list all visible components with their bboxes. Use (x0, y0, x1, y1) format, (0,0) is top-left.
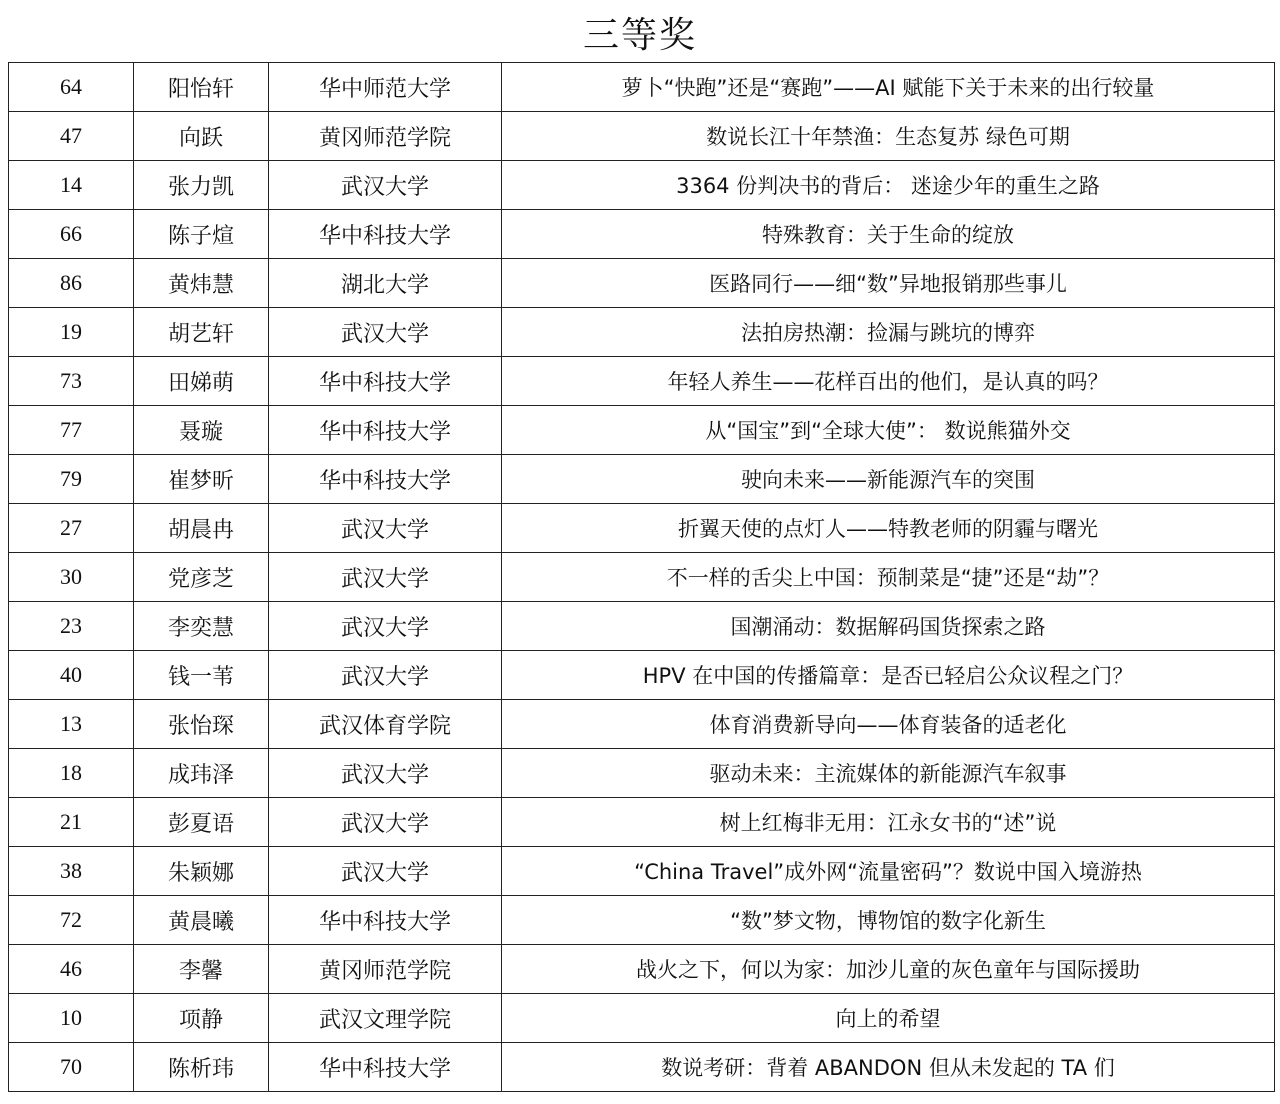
school-cell: 华中科技大学 (269, 455, 502, 504)
table-row (9, 651, 1275, 700)
entry-number-cell: 21 (9, 798, 134, 847)
author-name-cell: 成玮泽 (134, 749, 269, 798)
school-cell: 武汉大学 (269, 798, 502, 847)
work-title-cell: 数说考研：背着 ABANDON 但从未发起的 TA 们 (502, 1043, 1275, 1092)
author-name-cell: 聂璇 (134, 406, 269, 455)
table-row (9, 602, 1275, 651)
table-row (9, 455, 1275, 504)
author-name-cell: 李奕慧 (134, 602, 269, 651)
author-name-cell: 钱一苇 (134, 651, 269, 700)
table-row (9, 210, 1275, 259)
entry-number-cell: 19 (9, 308, 134, 357)
table-row (9, 112, 1275, 161)
table-row (9, 847, 1275, 896)
table-row (9, 504, 1275, 553)
work-title-cell: 体育消费新导向——体育装备的适老化 (502, 700, 1275, 749)
author-name-cell: 向跃 (134, 112, 269, 161)
work-title-cell: 医路同行——细“数”异地报销那些事儿 (502, 259, 1275, 308)
school-cell: 武汉大学 (269, 308, 502, 357)
table-row (9, 357, 1275, 406)
work-title-cell: 驶向未来——新能源汽车的突围 (502, 455, 1275, 504)
entry-number-cell: 23 (9, 602, 134, 651)
entry-number-cell: 72 (9, 896, 134, 945)
school-cell: 华中科技大学 (269, 896, 502, 945)
entry-number-cell: 86 (9, 259, 134, 308)
entry-number-cell: 70 (9, 1043, 134, 1092)
entry-number-cell: 77 (9, 406, 134, 455)
work-title-cell: 折翼天使的点灯人——特教老师的阴霾与曙光 (502, 504, 1275, 553)
author-name-cell: 项静 (134, 994, 269, 1043)
work-title-cell: “China Travel”成外网“流量密码”？数说中国入境游热 (502, 847, 1275, 896)
entry-number-cell: 46 (9, 945, 134, 994)
work-title-cell: 特殊教育：关于生命的绽放 (502, 210, 1275, 259)
work-title-cell: 3364 份判决书的背后： 迷途少年的重生之路 (502, 161, 1275, 210)
table-row (9, 406, 1275, 455)
school-cell: 华中科技大学 (269, 1043, 502, 1092)
entry-number-cell: 27 (9, 504, 134, 553)
table-row (9, 700, 1275, 749)
work-title-cell: 数说长江十年禁渔：生态复苏 绿色可期 (502, 112, 1275, 161)
work-title-cell: 战火之下，何以为家：加沙儿童的灰色童年与国际援助 (502, 945, 1275, 994)
entry-number-cell: 18 (9, 749, 134, 798)
awards-table-body (9, 63, 1275, 1092)
entry-number-cell: 47 (9, 112, 134, 161)
school-cell: 武汉大学 (269, 504, 502, 553)
work-title-cell: 驱动未来：主流媒体的新能源汽车叙事 (502, 749, 1275, 798)
entry-number-cell: 64 (9, 63, 134, 112)
school-cell: 武汉大学 (269, 847, 502, 896)
table-row (9, 553, 1275, 602)
entry-number-cell: 73 (9, 357, 134, 406)
entry-number-cell: 40 (9, 651, 134, 700)
entry-number-cell: 66 (9, 210, 134, 259)
school-cell: 华中科技大学 (269, 406, 502, 455)
table-row (9, 259, 1275, 308)
table-row (9, 994, 1275, 1043)
school-cell: 黄冈师范学院 (269, 112, 502, 161)
author-name-cell: 黄炜慧 (134, 259, 269, 308)
work-title-cell: HPV 在中国的传播篇章：是否已轻启公众议程之门？ (502, 651, 1275, 700)
author-name-cell: 张怡琛 (134, 700, 269, 749)
work-title-cell: 萝卜“快跑”还是“赛跑”——AI 赋能下关于未来的出行较量 (502, 63, 1275, 112)
work-title-cell: 不一样的舌尖上中国：预制菜是“捷”还是“劫”？ (502, 553, 1275, 602)
school-cell: 武汉大学 (269, 161, 502, 210)
table-row (9, 749, 1275, 798)
entry-number-cell: 14 (9, 161, 134, 210)
table-row (9, 1043, 1275, 1092)
school-cell: 武汉大学 (269, 553, 502, 602)
school-cell: 武汉体育学院 (269, 700, 502, 749)
author-name-cell: 朱颖娜 (134, 847, 269, 896)
author-name-cell: 胡艺轩 (134, 308, 269, 357)
school-cell: 武汉大学 (269, 749, 502, 798)
school-cell: 武汉大学 (269, 602, 502, 651)
author-name-cell: 党彦芝 (134, 553, 269, 602)
school-cell: 武汉大学 (269, 651, 502, 700)
table-row (9, 945, 1275, 994)
work-title-cell: 法拍房热潮：捡漏与跳坑的博弈 (502, 308, 1275, 357)
work-title-cell: 从“国宝”到“全球大使”： 数说熊猫外交 (502, 406, 1275, 455)
work-title-cell: 国潮涌动：数据解码国货探索之路 (502, 602, 1275, 651)
author-name-cell: 胡晨冉 (134, 504, 269, 553)
work-title-cell: 树上红梅非无用：江永女书的“述”说 (502, 798, 1275, 847)
work-title-cell: 向上的希望 (502, 994, 1275, 1043)
entry-number-cell: 13 (9, 700, 134, 749)
author-name-cell: 黄晨曦 (134, 896, 269, 945)
entry-number-cell: 79 (9, 455, 134, 504)
page-title: 三等奖 (582, 15, 697, 56)
school-cell: 华中科技大学 (269, 357, 502, 406)
author-name-cell: 张力凯 (134, 161, 269, 210)
author-name-cell: 彭夏语 (134, 798, 269, 847)
table-row (9, 308, 1275, 357)
author-name-cell: 李馨 (134, 945, 269, 994)
author-name-cell: 陈析玮 (134, 1043, 269, 1092)
school-cell: 华中科技大学 (269, 210, 502, 259)
school-cell: 华中师范大学 (269, 63, 502, 112)
awards-table (8, 62, 1275, 1092)
entry-number-cell: 38 (9, 847, 134, 896)
author-name-cell: 田娣萌 (134, 357, 269, 406)
author-name-cell: 阳怡轩 (134, 63, 269, 112)
table-row (9, 161, 1275, 210)
entry-number-cell: 10 (9, 994, 134, 1043)
work-title-cell: “数”梦文物，博物馆的数字化新生 (502, 896, 1275, 945)
work-title-cell: 年轻人养生——花样百出的他们，是认真的吗？ (502, 357, 1275, 406)
school-cell: 黄冈师范学院 (269, 945, 502, 994)
school-cell: 武汉文理学院 (269, 994, 502, 1043)
table-row (9, 63, 1275, 112)
table-row (9, 896, 1275, 945)
author-name-cell: 陈子煊 (134, 210, 269, 259)
author-name-cell: 崔梦昕 (134, 455, 269, 504)
table-row (9, 798, 1275, 847)
entry-number-cell: 30 (9, 553, 134, 602)
school-cell: 湖北大学 (269, 259, 502, 308)
